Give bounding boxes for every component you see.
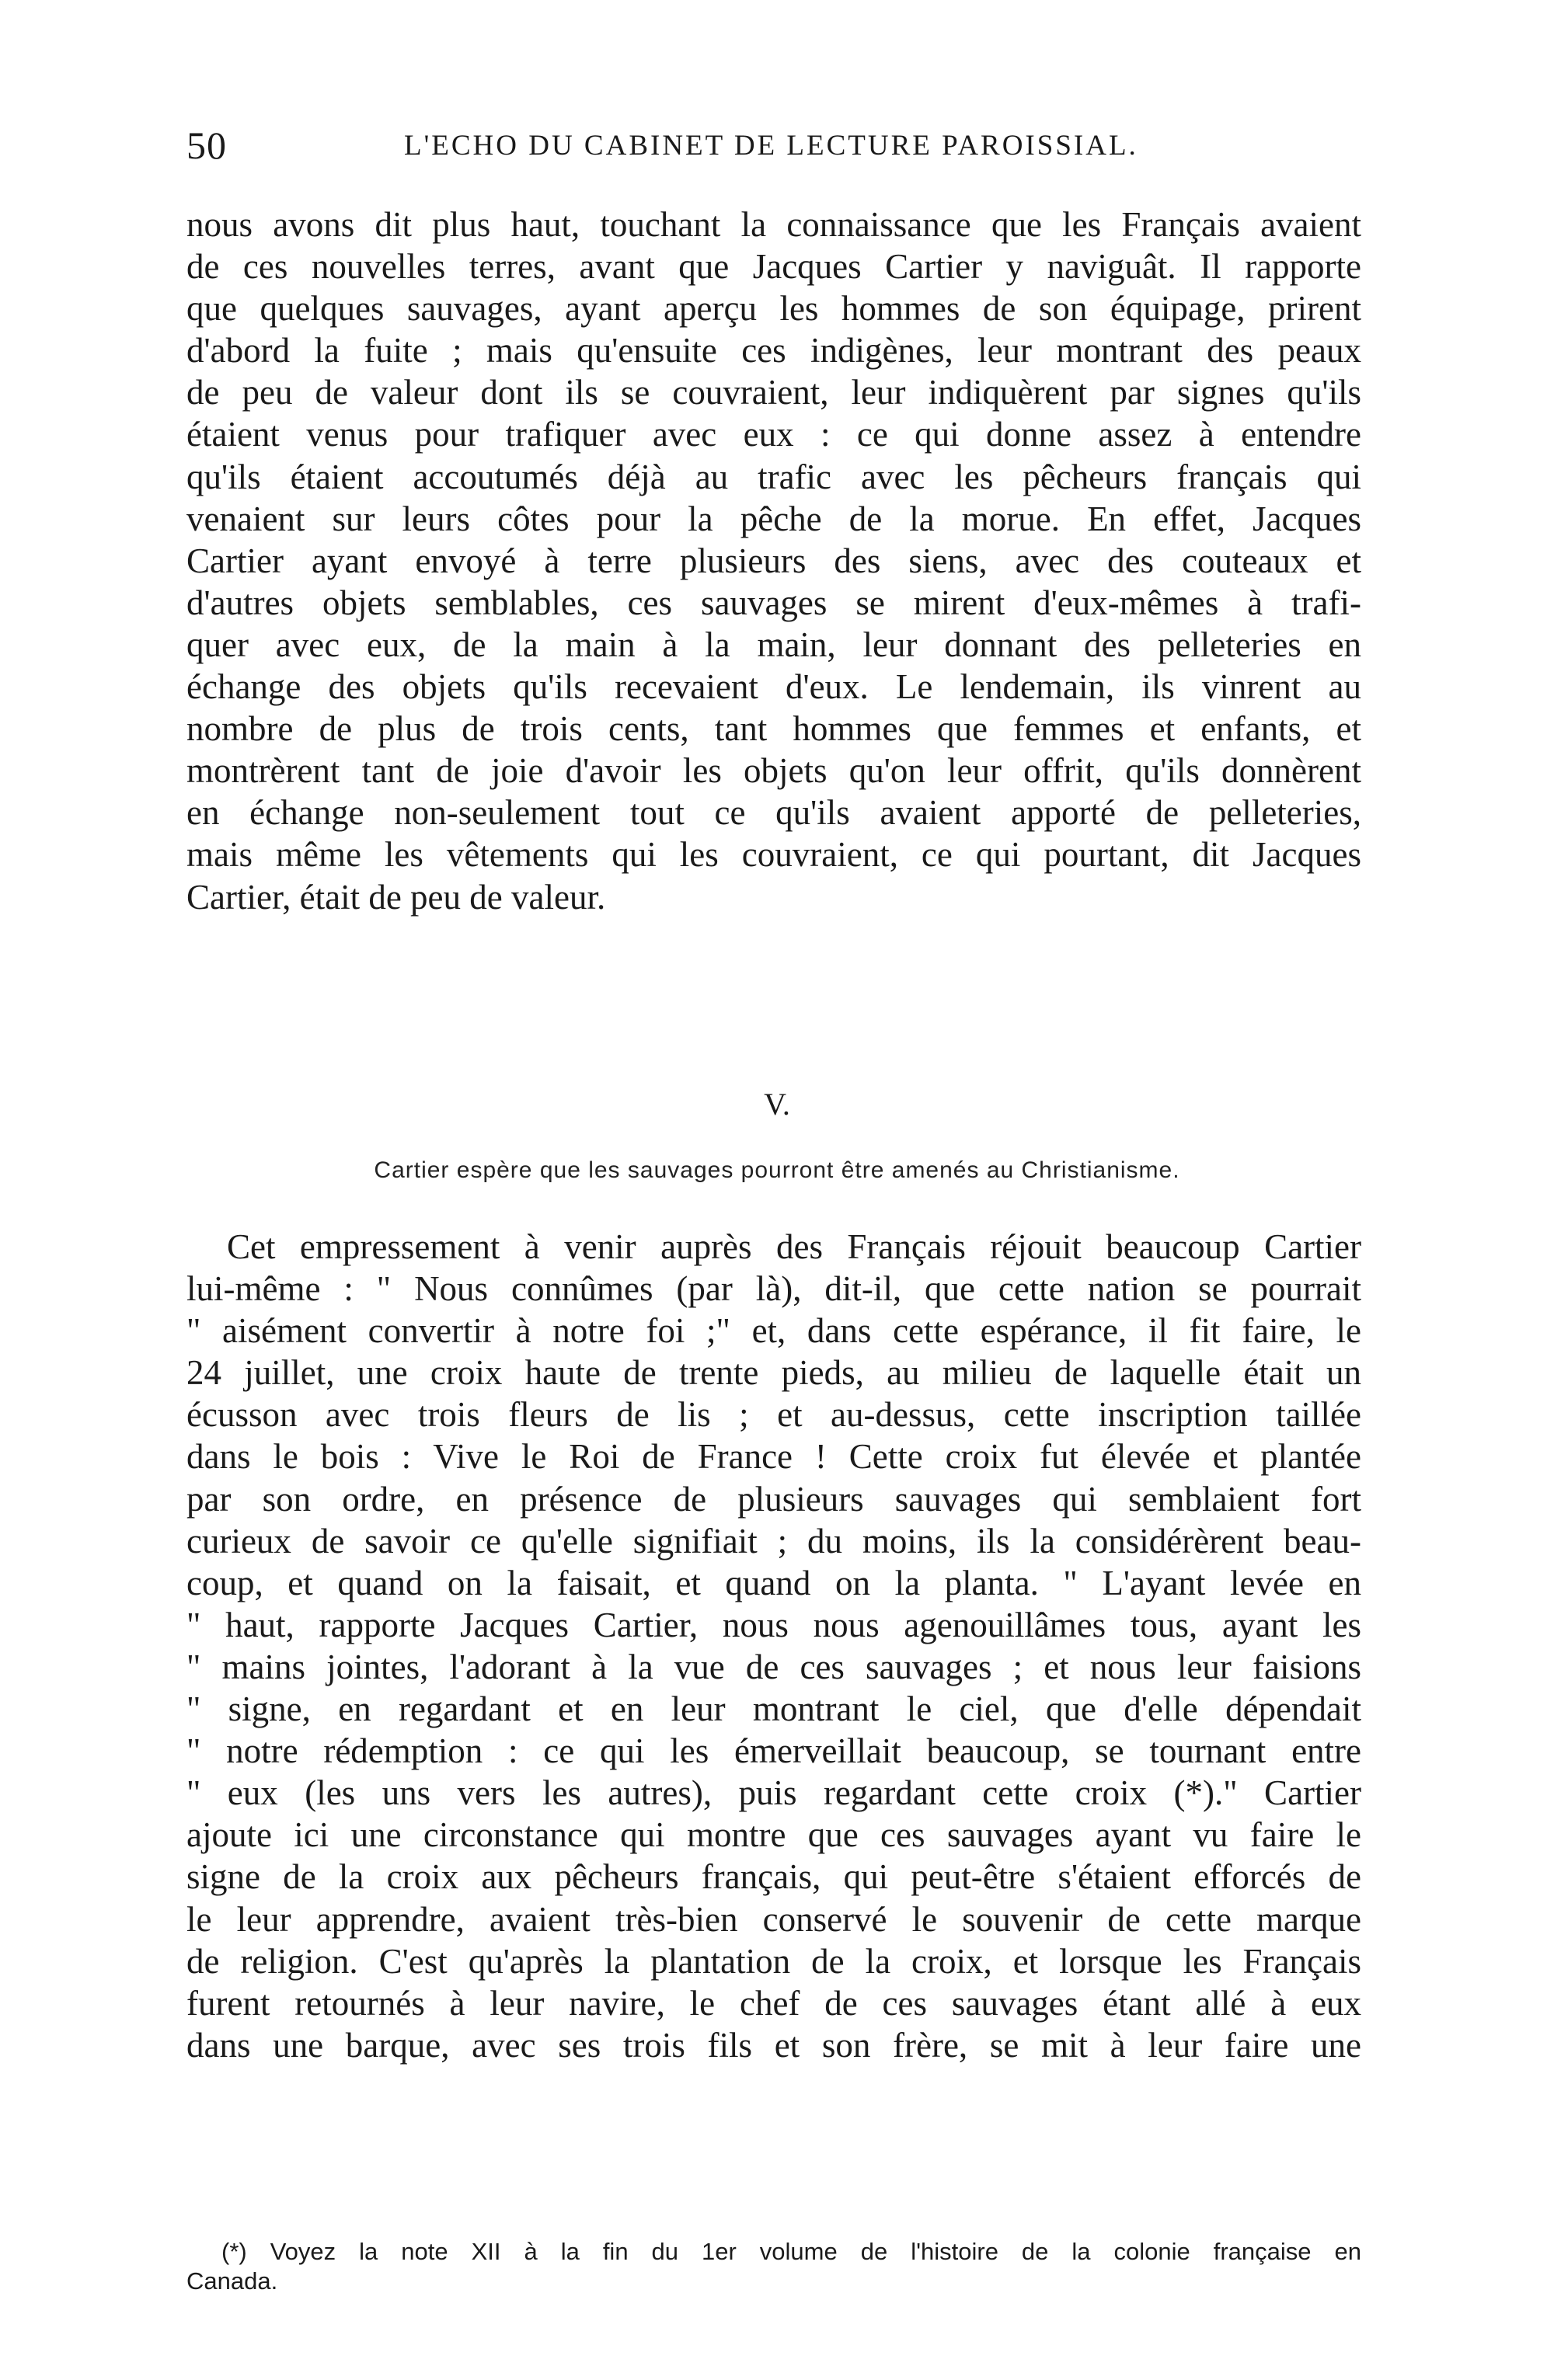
text-line: de ces nouvelles terres, avant que Jacques Cartier y naviguât. Il rapporte bbox=[186, 247, 1361, 287]
text-line: " signe, en regardant et en leur montrant le ciel, que d'elle dépendait bbox=[186, 1689, 1361, 1729]
paragraph-1 bbox=[186, 204, 1361, 918]
text-line: 24 juillet, une croix haute de trente pieds, au milieu de laquelle était un bbox=[186, 1353, 1361, 1393]
text-line: d'abord la fuite ; mais qu'ensuite ces indigènes, leur montrant des peaux bbox=[186, 331, 1361, 371]
page-number: 50 bbox=[186, 124, 227, 167]
text-line: " mains jointes, l'adorant à la vue de ces sauvages ; et nous leur faisions bbox=[186, 1647, 1361, 1686]
text-line: dans une barque, avec ses trois fils et son frère, se mit à leur faire une bbox=[186, 2025, 1361, 2065]
text-line: lui-même : " Nous connûmes (par là), dit-il, que cette nation se pourrait bbox=[186, 1269, 1361, 1309]
text-line: Cet empressement à venir auprès des Français réjouit beaucoup Cartier bbox=[227, 1227, 1361, 1266]
section-heading: Cartier espère que les sauvages pourront être amenés au Christianisme. bbox=[374, 1157, 1180, 1183]
text-line: que quelques sauvages, ayant aperçu les hommes de son équipage, prirent bbox=[186, 289, 1361, 329]
text-line: le leur apprendre, avaient très-bien conservé le souvenir de cette marque bbox=[186, 1899, 1361, 1939]
text-line: écusson avec trois fleurs de lis ; et au-dessus, cette inscription taillée bbox=[186, 1395, 1361, 1435]
text-line: furent retournés à leur navire, le chef de ces sauvages étant allé à eux bbox=[186, 1983, 1361, 2023]
text-line: de peu de valeur dont ils se couvraient, leur indiquèrent par signes qu'ils bbox=[186, 373, 1361, 412]
text-line: " haut, rapporte Jacques Cartier, nous nous agenouillâmes tous, ayant les bbox=[186, 1605, 1361, 1644]
paragraph-2 bbox=[186, 1226, 1361, 2066]
text-line: " aisément convertir à notre foi ;" et, dans cette espérance, il fit faire, le bbox=[186, 1311, 1361, 1351]
text-line: quer avec eux, de la main à la main, leur donnant des pelleteries en bbox=[186, 625, 1361, 664]
journal-title: L'ECHO DU CABINET DE LECTURE PAROISSIAL. bbox=[404, 130, 1138, 162]
text-line: Cartier, était de peu de valeur. bbox=[186, 877, 606, 917]
section-number: V. bbox=[764, 1087, 790, 1122]
text-line: ajoute ici une circonstance qui montre que ces sauvages ayant vu faire le bbox=[186, 1815, 1361, 1855]
text-line: venaient sur leurs côtes pour la pêche de la morue. En effet, Jacques bbox=[186, 499, 1361, 538]
text-line: coup, et quand on la faisait, et quand on la planta. " L'ayant levée en bbox=[186, 1563, 1361, 1602]
text-line: " notre rédemption : ce qui les émerveillait beaucoup, se tournant entre bbox=[186, 1731, 1361, 1771]
text-line: étaient venus pour trafiquer avec eux : ce qui donne assez à entendre bbox=[186, 415, 1361, 454]
text-line: montrèrent tant de joie d'avoir les objets qu'on leur offrit, qu'ils donnèrent bbox=[186, 751, 1361, 791]
text-line: d'autres objets semblables, ces sauvages se mirent d'eux-mêmes à trafi- bbox=[186, 583, 1361, 622]
footnote-line: Canada. bbox=[186, 2267, 278, 2295]
text-line: signe de la croix aux pêcheurs français, qui peut-être s'étaient efforcés de bbox=[186, 1857, 1361, 1897]
text-line: mais même les vêtements qui les couvraient, ce qui pourtant, dit Jacques bbox=[186, 835, 1361, 875]
text-line: nombre de plus de trois cents, tant hommes que femmes et enfants, et bbox=[186, 709, 1361, 749]
running-head bbox=[186, 123, 1360, 169]
text-line: en échange non-seulement tout ce qu'ils avaient apporté de pelleteries, bbox=[186, 793, 1361, 833]
text-line: échange des objets qu'ils recevaient d'eux. Le lendemain, ils vinrent au bbox=[186, 667, 1361, 707]
text-line: de religion. C'est qu'après la plantation de la croix, et lorsque les Français bbox=[186, 1941, 1361, 1981]
footnote bbox=[186, 2237, 1361, 2296]
text-line: " eux (les uns vers les autres), puis regardant cette croix (*)." Cartier bbox=[186, 1773, 1361, 1813]
text-line: curieux de savoir ce qu'elle signifiait ; du moins, ils la considérèrent beau- bbox=[186, 1521, 1361, 1561]
text-line: par son ordre, en présence de plusieurs sauvages qui semblaient fort bbox=[186, 1479, 1361, 1519]
footnote-line: (*) Voyez la note XII à la fin du 1er volume de l'histoire de la colonie française en bbox=[221, 2238, 1361, 2265]
text-line: dans le bois : Vive le Roi de France ! Cette croix fut élevée et plantée bbox=[186, 1437, 1361, 1477]
text-line: nous avons dit plus haut, touchant la connaissance que les Français avaient bbox=[186, 205, 1361, 244]
text-line: Cartier ayant envoyé à terre plusieurs des siens, avec des couteaux et bbox=[186, 541, 1361, 580]
text-line: qu'ils étaient accoutumés déjà au trafic avec les pêcheurs français qui bbox=[186, 457, 1361, 496]
